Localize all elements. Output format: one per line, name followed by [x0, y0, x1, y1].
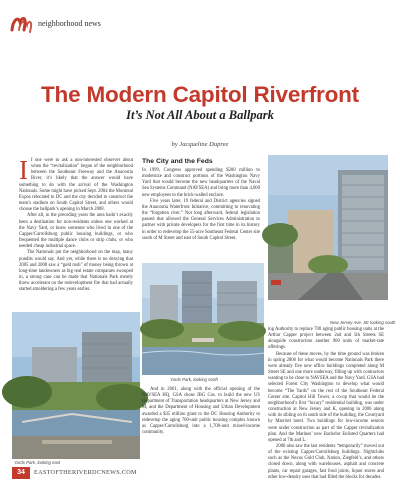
nn-logo-icon	[10, 10, 34, 34]
photo-yards-park-east	[12, 312, 140, 459]
page-footer	[0, 467, 400, 480]
subtitle: It’s Not All About a Ballpark	[126, 108, 274, 122]
footer-site: EASTOFTHERIVERDCNEWS.COM	[34, 469, 137, 476]
body-paragraph: And in 2001, along with the official opening of the NAVSEA HQ, GSA chose JBG Cos. to build the new US Department of Transportation headquarters at New Jersey and M, and the Department of Housing and Urban Development awarded a $35 million grant to the DC Housing Authority to redevelop the aging 700-unit public housing complex known as Capper/Carrollsburg into a 1,700-unit mixed-income community.	[142, 387, 260, 436]
body-paragraph: The Nationals put the neighborhood on the map, many pundits would say. And yet, while there is no denying that 2005 and 2008 saw a “gold rush” of money being thrown at long-time landowners as big real estate companies swooped in, a strong case can be made that Nationals Park merely threw accelerant on the redevelopment fire that had actually started smoldering a few years earlier.	[19, 250, 133, 293]
photo-new-jersey-ave	[268, 155, 388, 300]
headline: The Modern Capitol Riverfront	[41, 82, 359, 107]
byline: by Jacqueline Dupree	[171, 141, 229, 148]
body-paragraph: ing Authority to replace 700 aging public housing units at the Arthur Capper project between 2nd and 5th Streets SE alongside construction another 900 units of market-rate offerings.	[268, 327, 384, 351]
body-paragraph: Five years later, 19 federal and District agencies signed the Anacostia Waterfront Initiative, committing to renovating the “forgotten river.” Not long afterward, federal legislation passed that allowed the General Services Administration to partner with private developers for the first time in its history in order to redevelop the 55-acre Southeast Federal Center site south of M Street and east of South Capitol Street.	[142, 198, 260, 241]
article-column-left	[19, 155, 133, 293]
article-column-right	[268, 327, 384, 480]
body-paragraph: 2006 also saw the last residents “temporarily” moved out of the existing Capper/Carrollsburg buildings. Nightclubs such as the Nexus Gold Club, Nation, Ziegfeld’s, and others closed down, along with warehouses, asphalt and concrete plants, car repair garages, fast food joints, liquor stores and other low-density uses that had filled the blocks for decades.	[268, 443, 384, 480]
body-paragraph: In 1999, Congress approved spending $200 million to modernize and construct portions of the Washington Navy Yard that would become the new headquarters of the Naval Sea Systems Command (NAVSEA) and bring more than 4,000 new employees to the brick-walled enclave.	[142, 168, 260, 198]
photo-yards-park-north	[142, 263, 264, 375]
photo-caption: Yards Park, looking north	[170, 377, 218, 382]
drop-cap: I	[19, 155, 28, 185]
page-number: 34	[12, 467, 30, 479]
photo-caption: New Jersey Ave, SE looking south	[330, 320, 396, 325]
photo-caption: Yards Park, looking east	[14, 460, 61, 465]
article-column-middle	[142, 158, 260, 242]
lead-paragraph: f one were to ask a non-interested observer about when the “revitalization” began of the neighborhood between the Southeast Freeway and the Anacostia River, it’s likely that the answer would have something to do with the arrival of the Washington Nationals. Some might have picked Sept. 2004 the Montreal Expos relocated to DC and the city decided to construct the team’s stadium on South Capitol Street, and others would choose the ballpark’s opening in March 2008.	[19, 158, 133, 213]
section-label: neighborhood news	[38, 18, 101, 28]
body-paragraph: Because of these moves, by the time ground was broken in spring 2006 for what would become Nationals Park there were already five new office buildings completed along M Street SE and one more underway, filling up with contractors wanting to be close to NAVSEA and the Navy Yard. GSA had selected Forest City Washington to develop what would become “The Yards” on the rest of the Southeast Federal Center site. Capitol Hill Tower, a co-op that would be the neighborhood’s first “luxury” residential building, was under construction at New Jersey and K, opening in 2006 along with its sibling on th south side of the building, the Courtyard by Marriott hotel. Two buildings for low-income seniors were under construction as part of the Capper revitalization plan. And the Marines’ new Bachelor Enlisted Quarters had opened at 7th and L.	[268, 351, 384, 443]
section-heading: The City and the Feds	[142, 158, 213, 165]
body-paragraph: After all, in the preceding years the area hadn’t exactly been a destination for non-residents unless one worked at the Navy Yard, or knew someone who lived in one of the Capper/Carrollsburg public housing buildings, or who frequented the multiple dance clubs or strip clubs, or who needed cheap industrial space.	[19, 213, 133, 250]
masthead	[10, 8, 101, 36]
article-column-middle-lower	[142, 387, 260, 436]
